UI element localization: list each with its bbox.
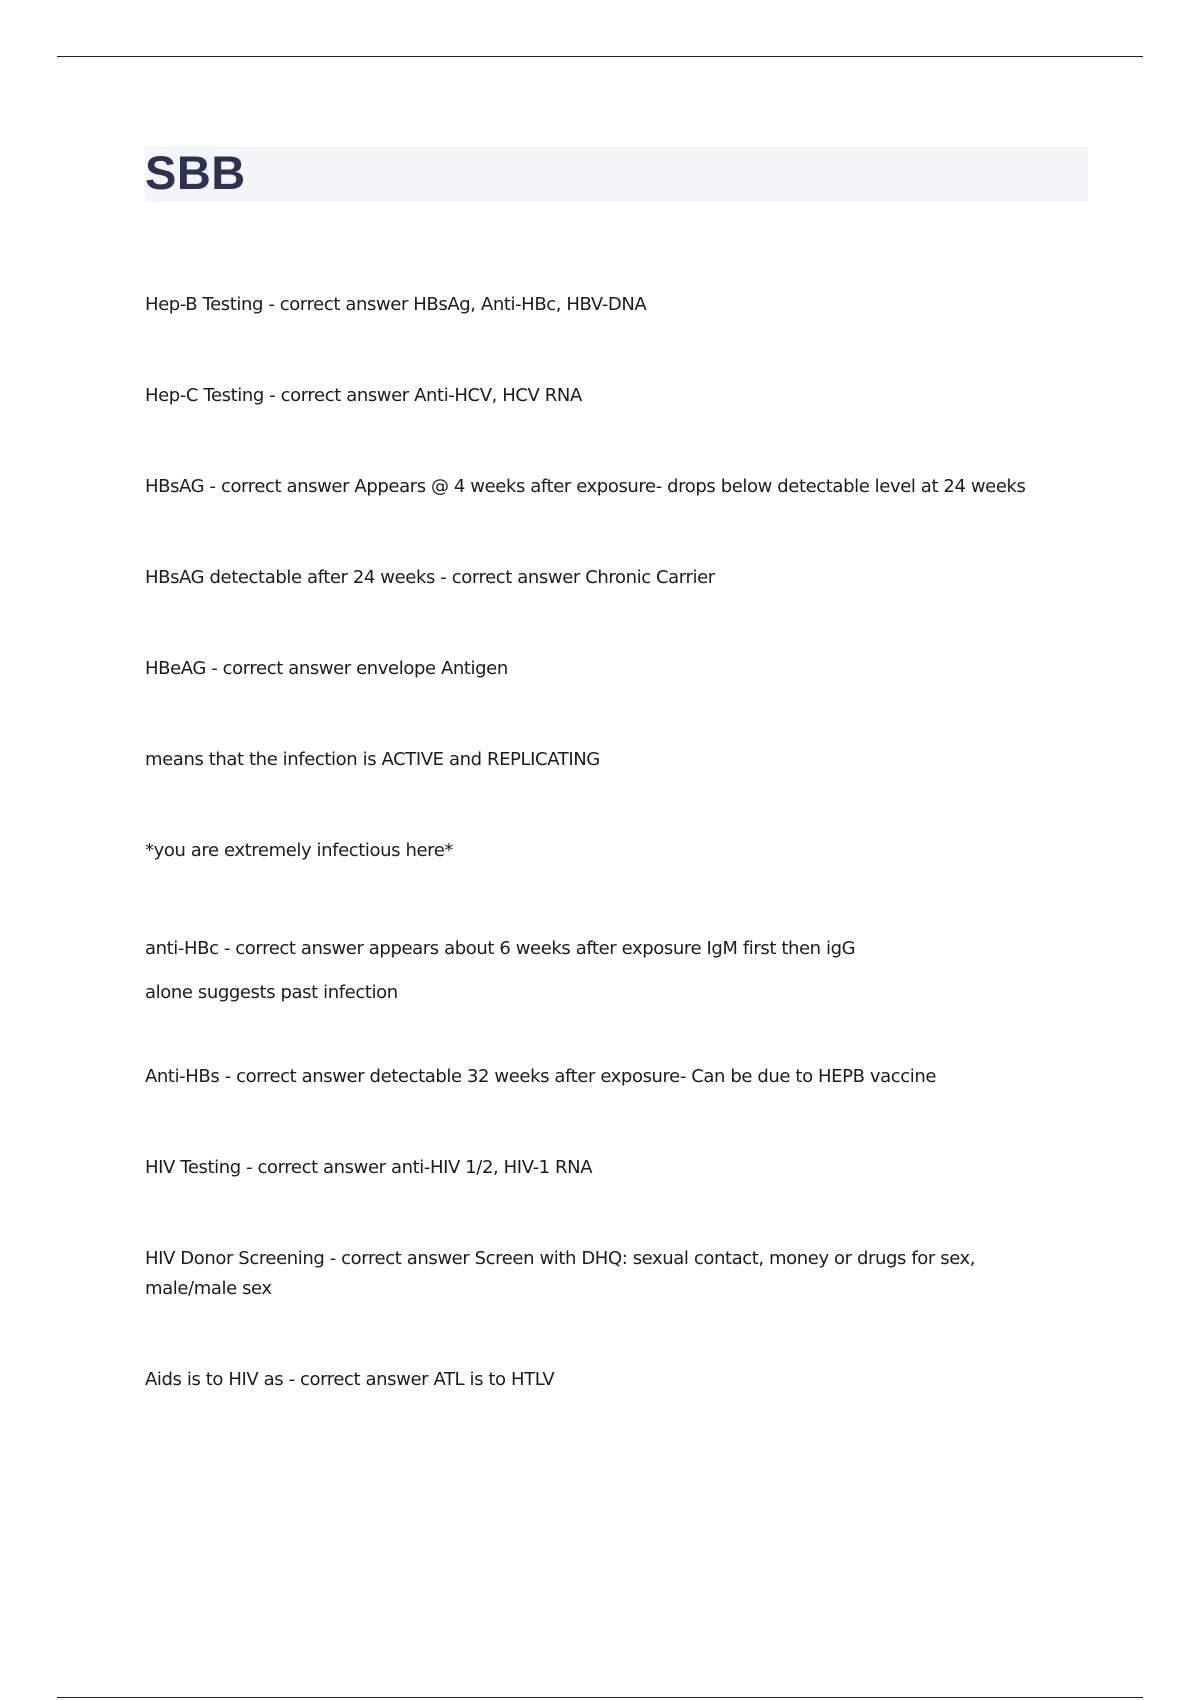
entry-line: anti-HBc - correct answer appears about 6 weeks after exposure IgM first then igG [145,938,856,959]
entry-hbsag [145,472,1095,502]
header-rule [57,56,1143,57]
entry-line: male/male sex [145,1278,272,1299]
footer-rule [57,1697,1143,1698]
entry-anti-hbc [145,927,1095,1015]
entry-hbsag-24-weeks [145,563,1095,593]
entry-line: HIV Testing - correct answer anti-HIV 1/2, HIV-1 RNA [145,1157,593,1178]
entry-line: HBsAG detectable after 24 weeks - correct answer Chronic Carrier [145,567,715,588]
entry-line: HIV Donor Screening - correct answer Screen with DHQ: sexual contact, money or drugs for sex, [145,1248,976,1269]
entry-line: HBeAG - correct answer envelope Antigen [145,658,508,679]
entry-hiv-donor-screening [145,1244,1095,1304]
document-title: SBB [145,146,246,199]
entry-hbeag [145,654,1095,684]
entry-line: alone suggests past infection [145,982,398,1003]
entry-line: *you are extremely infectious here* [145,840,454,861]
entry-active-replicating [145,745,1095,775]
entry-aids-hiv [145,1365,1095,1395]
entry-hep-c-testing [145,381,1095,411]
entry-line: Hep-C Testing - correct answer Anti-HCV, HCV RNA [145,385,582,406]
entry-anti-hbs [145,1062,1095,1092]
entry-line: Hep-B Testing - correct answer HBsAg, Anti-HBc, HBV-DNA [145,294,647,315]
entry-infectious-note [145,836,1095,866]
entry-hep-b-testing [145,290,1095,320]
title-band [145,146,1088,202]
entry-line: HBsAG - correct answer Appears @ 4 weeks after exposure- drops below detectable level at 24 weeks [145,476,1026,497]
entry-hiv-testing [145,1153,1095,1183]
entry-line: Aids is to HIV as - correct answer ATL is to HTLV [145,1369,555,1390]
entry-line: Anti-HBs - correct answer detectable 32 weeks after exposure- Can be due to HEPB vaccine [145,1066,937,1087]
entry-line: means that the infection is ACTIVE and REPLICATING [145,749,600,770]
